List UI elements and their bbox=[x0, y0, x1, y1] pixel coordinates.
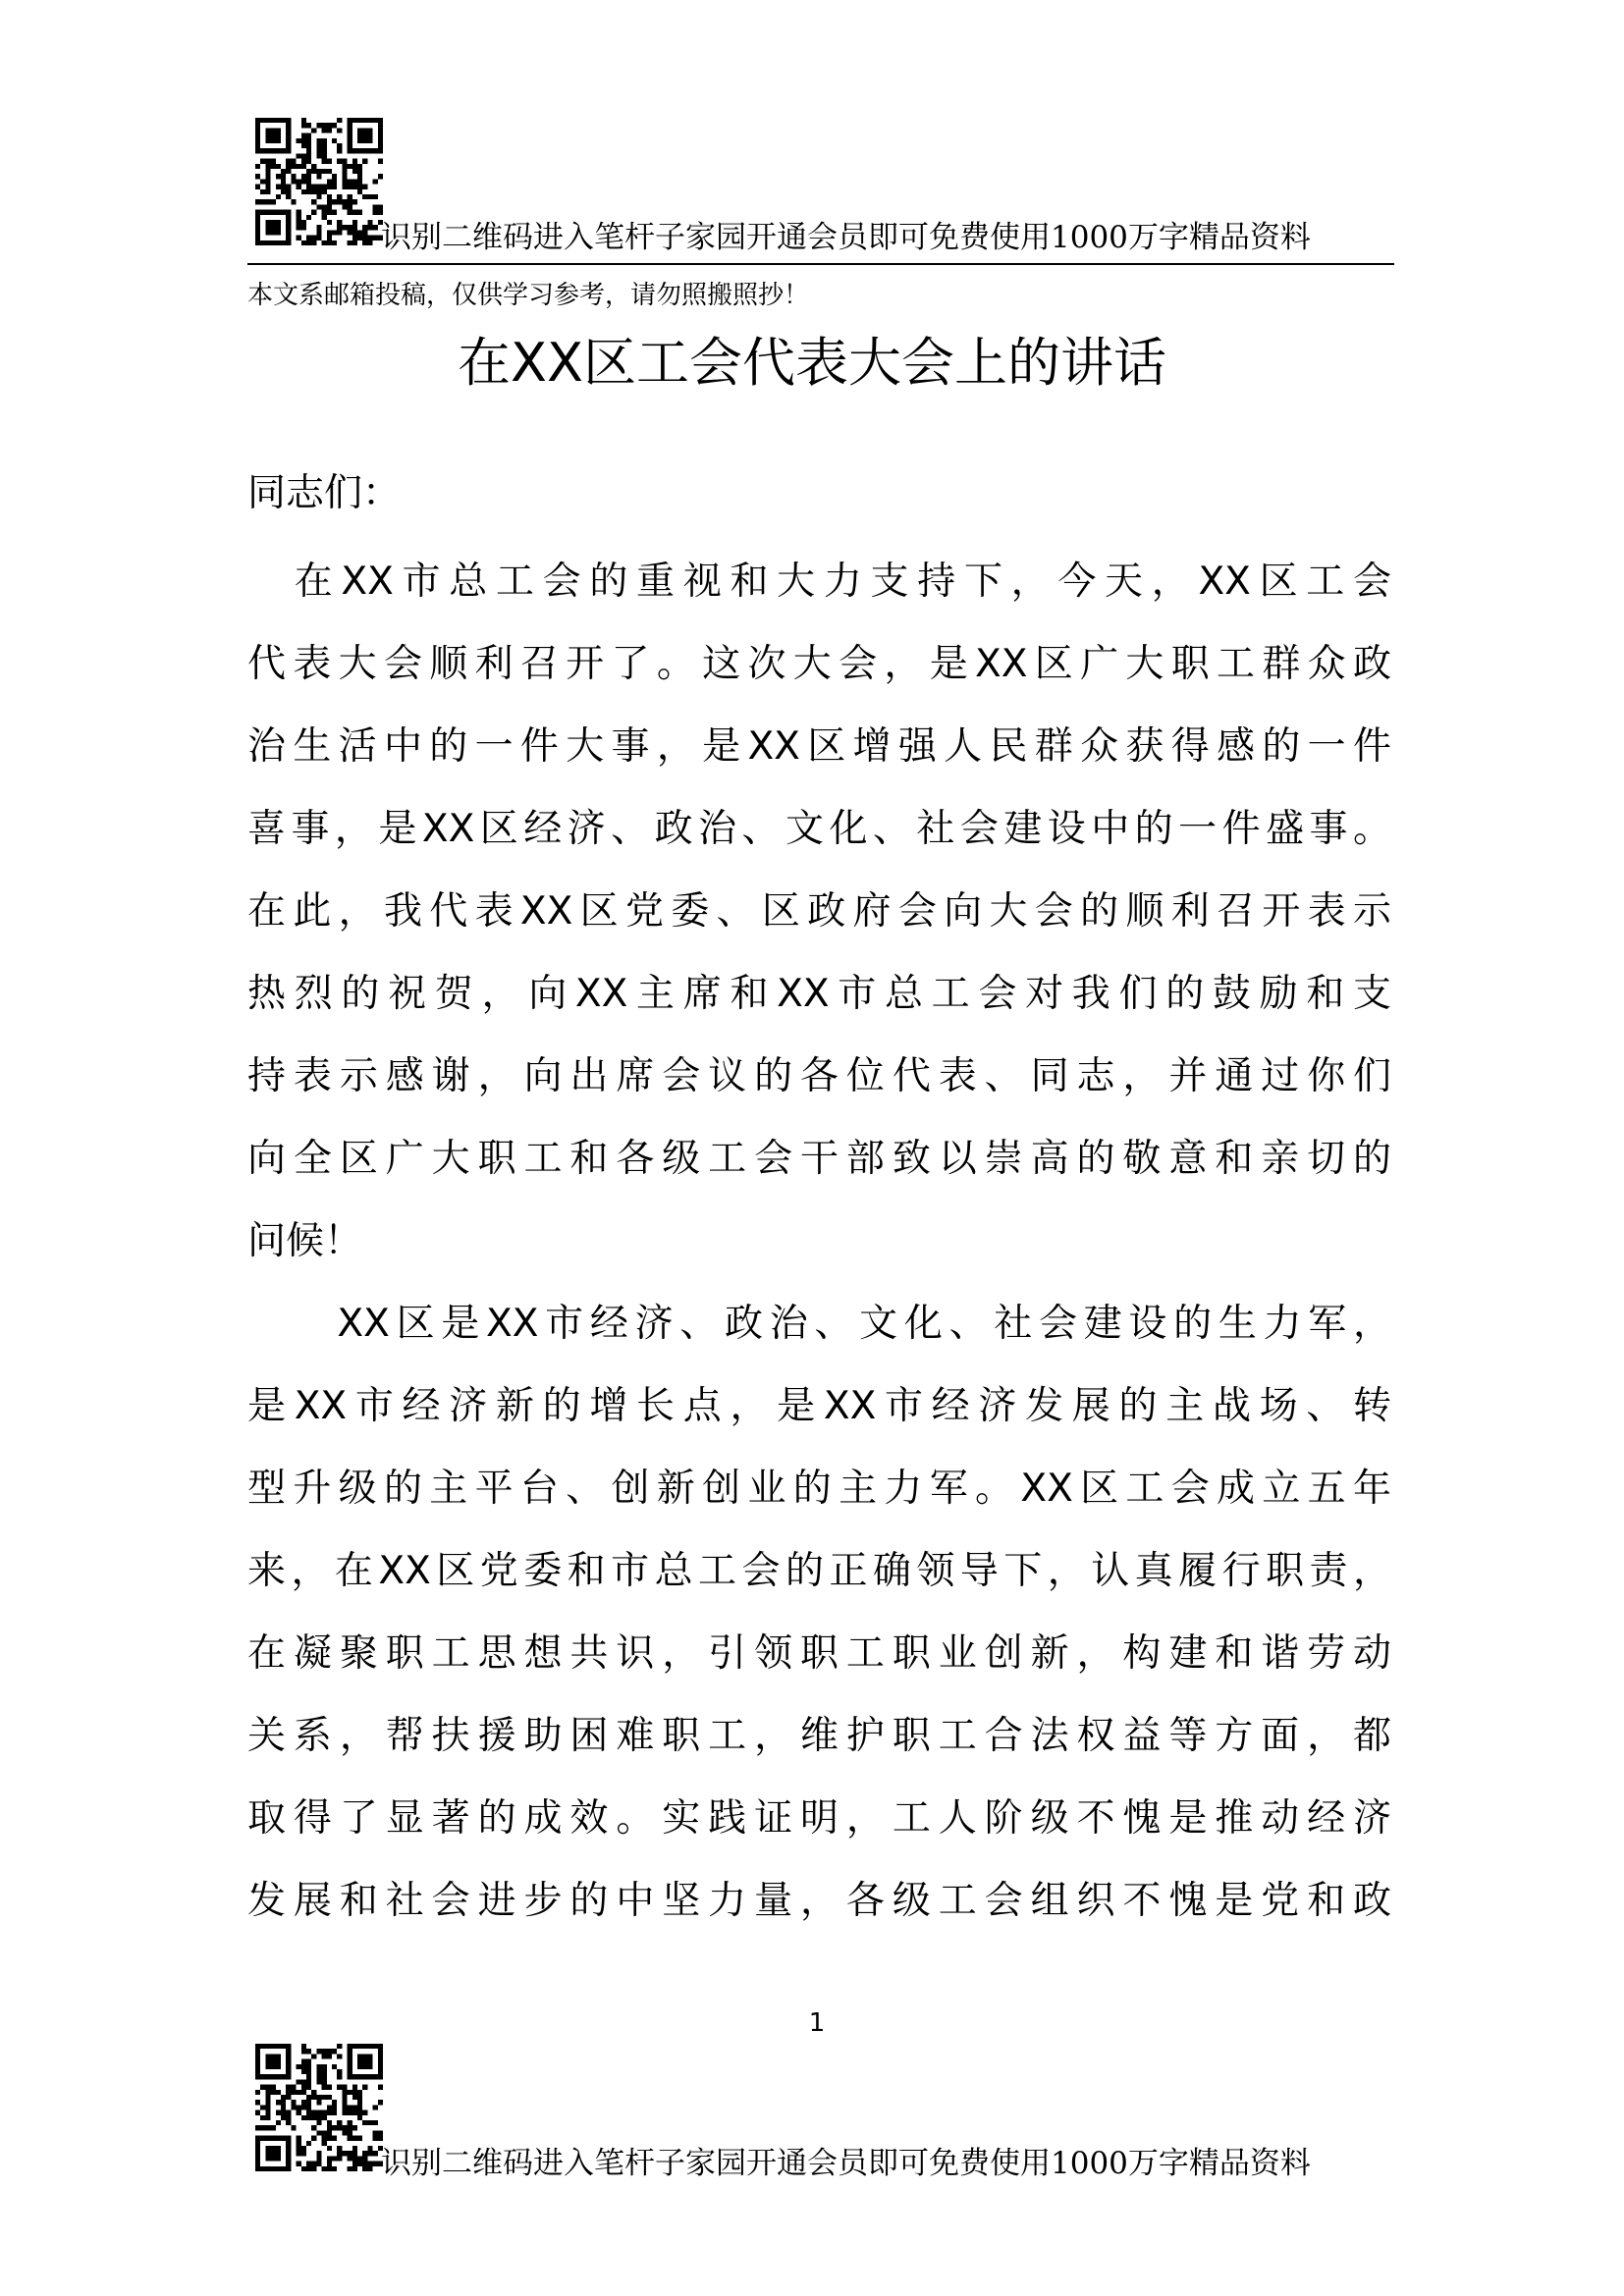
body-line: 在凝聚职工思想共识，引领职工职业创新，构建和谐劳动 bbox=[247, 1631, 1391, 1676]
body-line: 在此，我代表XX区党委、区政府会向大会的顺利召开表示 bbox=[247, 889, 1391, 934]
body-line: 代表大会顺利召开了。这次大会，是XX区广大职工群众政 bbox=[247, 642, 1391, 686]
qr-code-icon bbox=[255, 118, 383, 245]
page-number: 1 bbox=[808, 2008, 826, 2038]
footer-banner-text: 识别二维码进入笔杆子家园开通会员即可免费使用1000万字精品资料 bbox=[381, 2146, 1311, 2181]
qr-code-icon bbox=[255, 2044, 383, 2171]
body-line: 发展和社会进步的中坚力量，各级工会组织不愧是党和政 bbox=[247, 1879, 1391, 1923]
body-line: 取得了显著的成效。实践证明，工人阶级不愧是推动经济 bbox=[247, 1796, 1391, 1841]
document-title: 在XX区工会代表大会上的讲话 bbox=[458, 332, 1166, 394]
header-divider bbox=[247, 263, 1394, 265]
body-line: 是XX市经济新的增长点，是XX市经济发展的主战场、转 bbox=[247, 1384, 1391, 1428]
body-line: 在XX市总工会的重视和大力支持下，今天，XX区工会 bbox=[247, 560, 1391, 604]
body-line: 热烈的祝贺，向XX主席和XX市总工会对我们的鼓励和支 bbox=[247, 972, 1391, 1016]
body-line: 来，在XX区党委和市总工会的正确领导下，认真履行职责， bbox=[247, 1549, 1391, 1593]
body-line: 向全区广大职工和各级工会干部致以崇高的敬意和亲切的 bbox=[247, 1137, 1391, 1181]
submission-notice: 本文系邮箱投稿，仅供学习参考，请勿照搬照抄！ bbox=[247, 281, 810, 310]
body-line: 喜事，是XX区经济、政治、文化、社会建设中的一件盛事。 bbox=[247, 807, 1391, 851]
body-line: 持表示感谢，向出席会议的各位代表、同志，并通过你们 bbox=[247, 1054, 1391, 1098]
salutation: 同志们： bbox=[247, 471, 402, 515]
body-line: 型升级的主平台、创新创业的主力军。XX区工会成立五年 bbox=[247, 1467, 1391, 1511]
body-line: 关系，帮扶援助困难职工，维护职工合法权益等方面，都 bbox=[247, 1714, 1391, 1758]
body-line: XX区是XX市经济、政治、文化、社会建设的生力军， bbox=[247, 1302, 1391, 1346]
header-banner-text: 识别二维码进入笔杆子家园开通会员即可免费使用1000万字精品资料 bbox=[381, 220, 1311, 255]
body-line: 问候！ bbox=[247, 1219, 363, 1263]
body-line: 治生活中的一件大事，是XX区增强人民群众获得感的一件 bbox=[247, 724, 1391, 769]
